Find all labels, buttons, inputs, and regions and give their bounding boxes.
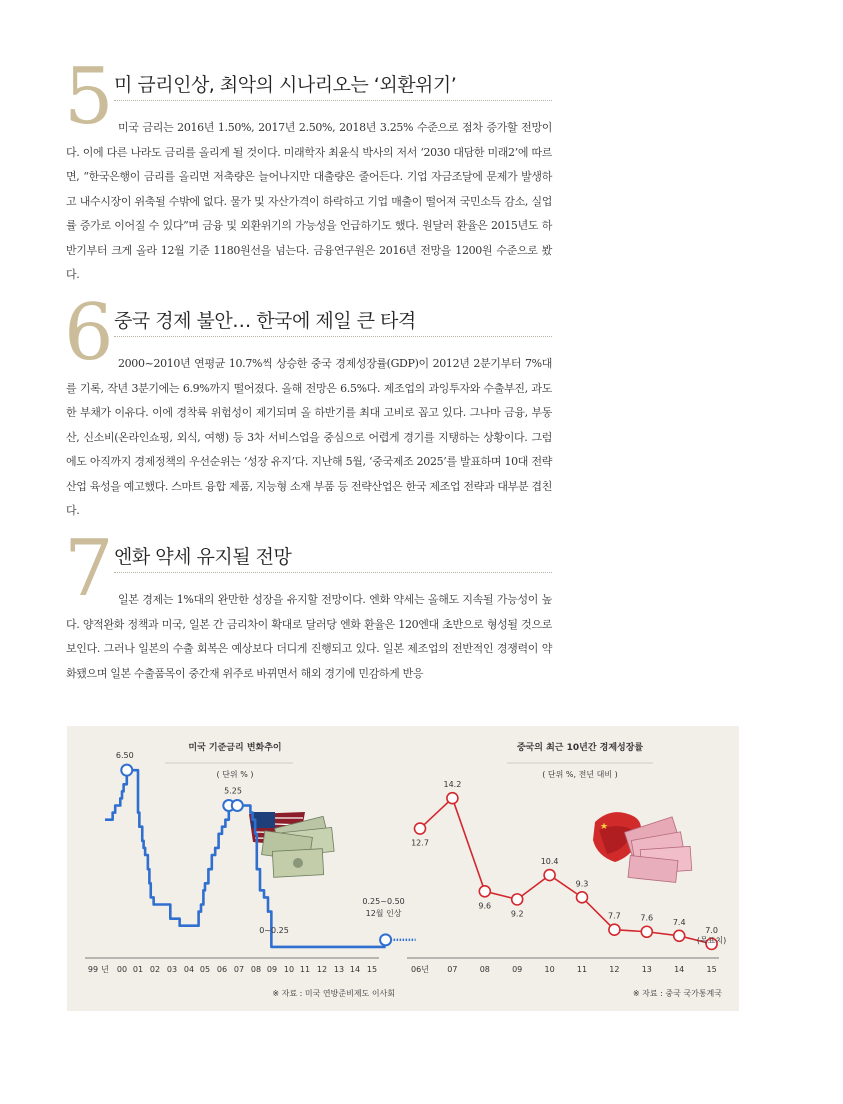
us-rate-marker [380, 934, 391, 945]
cn-growth-marker [479, 886, 490, 897]
us-chart-source: ※ 자료 : 미국 연방준비제도 이사회 [272, 989, 395, 998]
charts-svg [67, 726, 739, 1011]
us-x-tick-label: 99 [87, 965, 99, 974]
cn-flag-money-illustration [593, 812, 692, 882]
us-chart-unit: ( 단위 % ) [216, 770, 254, 779]
cn-x-tick-label: 11 [576, 965, 588, 974]
us-x-tick-label: 08 [250, 965, 262, 974]
us-label-peak-2000: 6.50 [115, 751, 134, 761]
cn-chart-source: ※ 자료 : 중국 국가통계국 [632, 989, 722, 998]
cn-growth-marker [641, 926, 652, 937]
cn-value-label: 9.6 [478, 901, 492, 911]
cn-x-tick-label: 07 [447, 965, 458, 974]
cn-chart-unit: ( 단위 %, 전년 대비 ) [542, 770, 618, 779]
svg-text:★: ★ [600, 822, 609, 832]
section-number: 7 [64, 524, 114, 614]
us-rate-line [105, 770, 386, 947]
us-x-tick-label: 년 [101, 965, 109, 974]
dotted-rule [114, 336, 552, 337]
section-title: 미 금리인상, 최악의 시나리오는 ‘외환위기’ [114, 74, 457, 96]
us-label-dec-hike: 12월 인상 [365, 908, 402, 918]
us-rate-plot [85, 751, 416, 974]
cn-target-note: (목표치) [696, 935, 727, 945]
cn-value-label: 9.2 [510, 909, 524, 919]
section-title: 엔화 약세 유지될 전망 [114, 546, 292, 568]
cn-value-label: 14.2 [443, 780, 462, 790]
cn-growth-marker [674, 930, 685, 941]
us-x-tick-label: 05 [199, 965, 211, 974]
cn-growth-marker [577, 892, 588, 903]
cn-growth-marker [544, 870, 555, 881]
cn-value-label: 7.6 [640, 913, 654, 923]
dotted-rule [114, 572, 552, 573]
cn-x-tick-label: 15 [706, 965, 717, 974]
us-x-tick-label: 14 [349, 965, 361, 974]
section-number: 5 [64, 52, 114, 142]
section-body: 일본 경제는 1%대의 완만한 성장을 유지할 전망이다. 엔화 약세는 올해도 지속될 가능성이 높다. 양적완화 정책과 미국, 일본 간 금리차이 확대로 달러당 엔화 환율은 120엔대 초반으로 형성될 것으로 보인다. 그러나 일본의 수출 회복은 예상보다 더디게 진행되고 있다. 일본 제조업의 전반적인 경쟁력이 약화됐으며 일본 수출품목이 중간재 위주로 바뀌면서 해외 경기에 민감하게 반응 [66, 593, 552, 680]
us-label-peak-2006: 5.25 [224, 786, 242, 796]
cn-value-label: 10.4 [540, 857, 559, 867]
section-title: 중국 경제 불안… 한국에 제일 큰 타격 [114, 310, 416, 332]
us-x-tick-label: 11 [299, 965, 311, 974]
cn-x-tick-label: 06년 [411, 965, 429, 974]
cn-value-label: 9.3 [575, 879, 589, 889]
dotted-rule [114, 100, 552, 101]
us-label-latest-range: 0.25~0.50 [362, 896, 405, 906]
cn-x-tick-label: 08 [479, 965, 490, 974]
charts-panel [67, 726, 739, 1011]
us-x-tick-label: 07 [233, 965, 245, 974]
us-rate-marker [121, 765, 132, 776]
cn-x-tick-label: 12 [609, 965, 620, 974]
us-x-tick-label: 13 [333, 965, 345, 974]
us-x-tick-label: 15 [366, 965, 378, 974]
section-number: 6 [64, 288, 114, 378]
us-flag-money-illustration [249, 812, 334, 877]
cn-growth-marker [415, 823, 426, 834]
cn-growth-marker [512, 894, 523, 905]
us-rate-marker [232, 800, 243, 811]
cn-growth-marker [609, 924, 620, 935]
cn-value-label: 7.7 [608, 911, 621, 921]
section-body: 2000~2010년 연평균 10.7%씩 상승한 중국 경제성장률(GDP)이 2012년 2분기부터 7%대를 기록, 작년 3분기에는 6.9%까지 떨어졌다. 올해 전망은 6.5%다. 제조업의 과잉투자와 수출부진, 과도한 부채가 이유다. 이에 경착륙 위험성이 제기되며 올 하반기를 최대 고비로 꼽고 있다. 그나마 금융, 부동산, 신소비(온라인쇼핑, 외식, 여행) 등 3차 서비스업을 중심으로 어렵게 경기를 지탱하는 상황이다. 그럼에도 아직까지 경제정책의 우선순위는 ‘성장 유지’다. 지난해 5월, ‘중국제조 2025’를 발표하며 10대 전략산업 육성을 예고했다. 스마트 융합 제품, 지능형 소재 부품 등 전략산업은 한국 제조업 전략과 대부분 겹친다. [66, 357, 552, 517]
section-5 [64, 52, 552, 286]
cn-x-tick-label: 10 [544, 965, 555, 974]
cn-value-label: 12.7 [411, 838, 429, 848]
cn-chart-title: 중국의 최근 10년간 경제성장률 [516, 743, 644, 753]
section-6 [64, 288, 552, 522]
us-label-zero-range: 0~0.25 [259, 925, 289, 935]
us-x-tick-label: 09 [266, 965, 278, 974]
cn-growth-plot [407, 780, 726, 974]
us-x-tick-label: 03 [166, 965, 178, 974]
us-x-tick-label: 12 [316, 965, 328, 974]
us-x-tick-label: 10 [283, 965, 295, 974]
cn-x-tick-label: 13 [641, 965, 652, 974]
cn-x-tick-label: 14 [674, 965, 685, 974]
section-body: 미국 금리는 2016년 1.50%, 2017년 2.50%, 2018년 3.25% 수준으로 점차 증가할 전망이다. 이에 다른 나라도 금리를 올리게 될 것이다. 미래학자 최윤식 박사의 저서 ‘2030 대담한 미래2’에 따르면, “한국은행이 금리를 올리면 저축량은 늘어나지만 대출량은 줄어든다. 기업 자금조달에 문제가 발생하고 내수시장이 위축될 수밖에 없다. 물가 및 자산가격이 하락하고 기업 매출이 떨어져 국민소득 감소, 실업률 증가로 이어질 수 있다”며 금융 및 외환위기의 가능성을 언급하기도 했다. 원달러 환율은 2015년도 하반기부터 크게 올라 12월 기준 1180원선을 넘는다. 금융연구원은 2016년 전망을 1200원 수준으로 봤다. [66, 121, 552, 281]
cn-x-tick-label: 09 [512, 965, 523, 974]
cn-value-label: 7.4 [672, 917, 686, 927]
us-x-tick-label: 02 [149, 965, 161, 974]
us-chart-title: 미국 기준금리 변화추이 [188, 743, 282, 753]
section-7 [64, 524, 552, 688]
us-x-tick-label: 06 [216, 965, 228, 974]
cn-growth-marker [447, 793, 458, 804]
cn-value-label: 7.0 [705, 925, 718, 935]
us-x-tick-label: 01 [132, 965, 144, 974]
us-x-tick-label: 04 [183, 965, 195, 974]
us-x-tick-label: 00 [116, 965, 128, 974]
